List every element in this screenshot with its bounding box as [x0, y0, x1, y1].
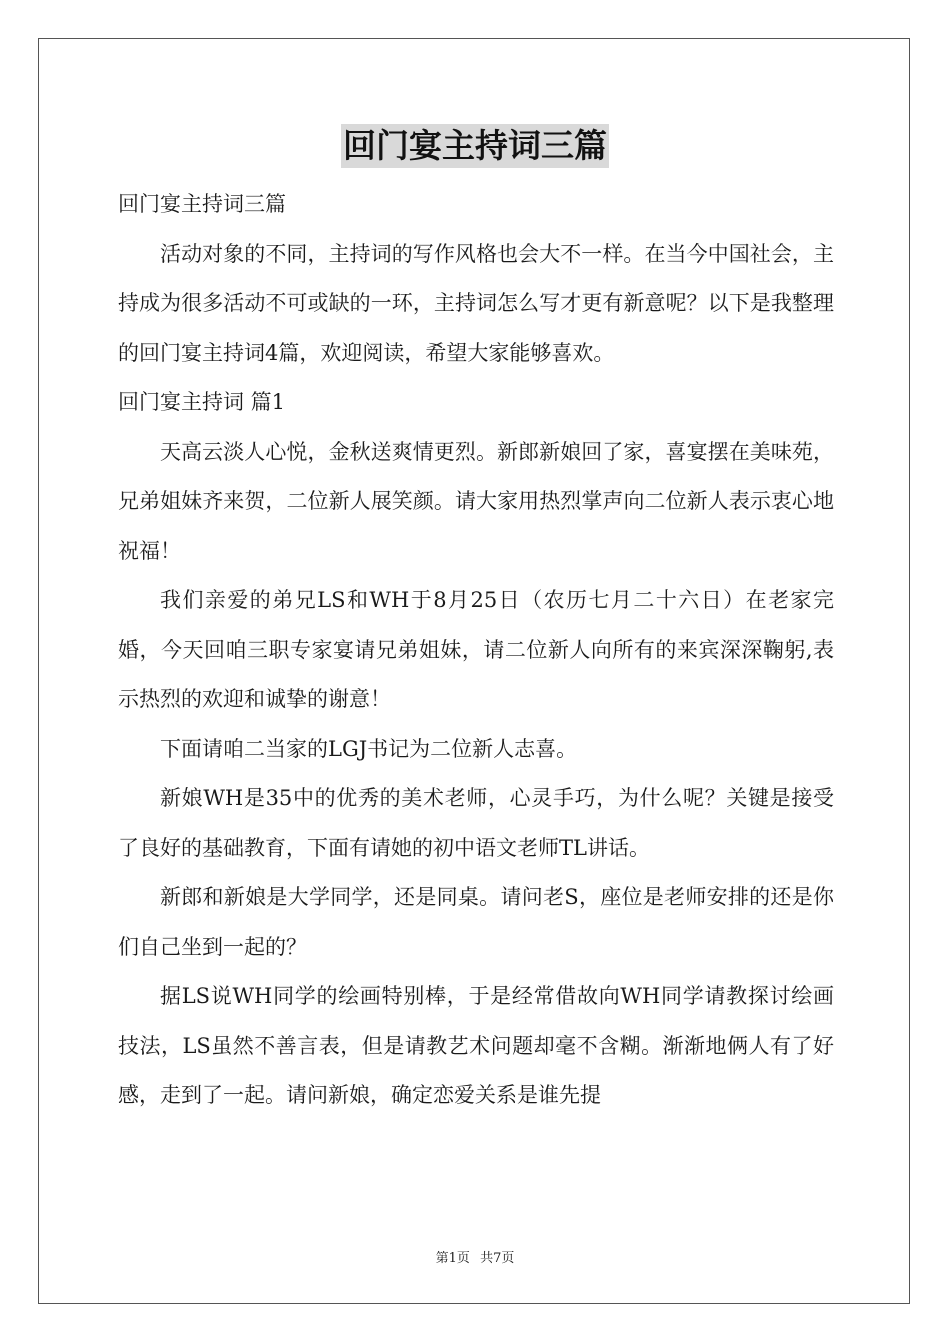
paragraph: 活动对象的不同，主持词的写作风格也会大不一样。在当今中国社会，主持成为很多活动不可或缺的一环，主持词怎么写才更有新意呢？以下是我整理的回门宴主持词4篇，欢迎阅读，希望大家能够喜欢。 — [118, 241, 834, 365]
paragraph: 回门宴主持词三篇 — [118, 192, 286, 216]
document-body — [118, 180, 834, 1121]
title-wrap — [0, 124, 950, 168]
document-title: 回门宴主持词三篇 — [341, 124, 609, 168]
paragraph: 我们亲爱的弟兄LS和WH于8月25日（农历七月二十六日）在老家完婚，今天回咱三职专家宴请兄弟姐妹，请二位新人向所有的来宾深深鞠躬,表示热烈的欢迎和诚挚的谢意！ — [118, 588, 834, 711]
paragraph: 天高云淡人心悦，金秋送爽情更烈。新郎新娘回了家，喜宴摆在美味苑，兄弟姐妹齐来贺，二位新人展笑颜。请大家用热烈掌声向二位新人表示衷心地祝福！ — [118, 439, 834, 563]
paragraph: 据LS说WH同学的绘画特别棒，于是经常借故向WH同学请教探讨绘画技法，LS虽然不善言表，但是请教艺术问题却毫不含糊。渐渐地俩人有了好感，走到了一起。请问新娘，确定恋爱关系是谁先提 — [118, 984, 834, 1107]
paragraph: 新郎和新娘是大学同学，还是同桌。请问老S，座位是老师安排的还是你们自己坐到一起的？ — [118, 885, 834, 959]
page-footer — [0, 1247, 950, 1266]
paragraph: 下面请咱二当家的LGJ书记为二位新人志喜。 — [160, 736, 578, 761]
page-number: 第1页 — [435, 1251, 470, 1266]
paragraph: 新娘WH是35中的优秀的美术老师，心灵手巧，为什么呢？关键是接受了良好的基础教育，下面有请她的初中语文老师TL讲话。 — [118, 786, 834, 860]
section-heading: 回门宴主持词 篇1 — [118, 390, 286, 414]
page-total: 共7页 — [480, 1251, 515, 1266]
